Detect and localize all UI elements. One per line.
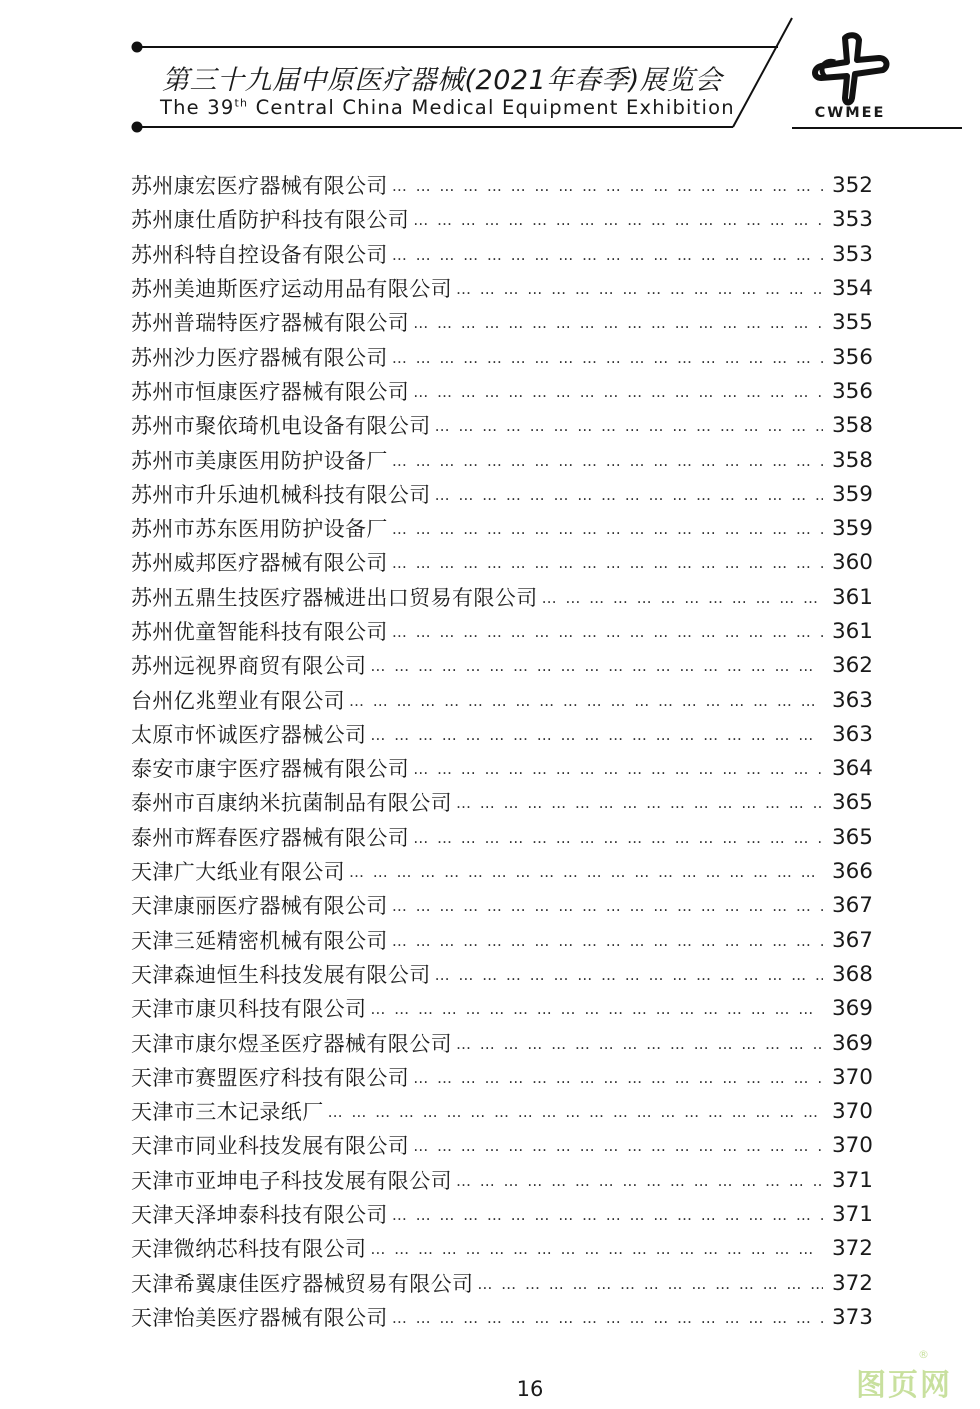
dot-leader [392, 1308, 823, 1328]
dot-leader [370, 999, 823, 1019]
company-name: 天津市同业科技发展有限公司 [131, 1134, 410, 1159]
toc-entry [131, 443, 873, 477]
page-ref: 367 [831, 927, 873, 953]
page-ref: 369 [831, 1030, 873, 1056]
dot-leader [392, 519, 823, 539]
toc-entry [131, 1095, 873, 1129]
dot-leader [456, 1034, 823, 1054]
company-name: 太原市怀诚医疗器械公司 [131, 722, 367, 747]
company-name: 苏州康宏医疗器械有限公司 [131, 174, 388, 199]
page-ref: 370 [831, 1133, 873, 1159]
toc-entry [131, 1164, 873, 1198]
company-name: 苏州市美康医用防护设备厂 [131, 448, 388, 473]
toc-entry [131, 512, 873, 546]
company-name: 泰州市辉春医疗器械有限公司 [131, 825, 410, 850]
page-ref: 358 [831, 447, 873, 473]
dot-leader [392, 553, 823, 573]
company-name: 天津微纳芯科技有限公司 [131, 1237, 367, 1262]
dot-leader [413, 382, 823, 402]
company-name: 天津市康尔煜圣医疗器械有限公司 [131, 1031, 452, 1056]
page-ref: 358 [831, 413, 873, 439]
dot-leader [370, 725, 823, 745]
dot-leader [392, 896, 823, 916]
page-ref: 367 [831, 893, 873, 919]
dot-leader [392, 348, 823, 368]
dot-leader [456, 793, 823, 813]
toc-entry [131, 169, 873, 203]
company-name: 苏州沙力医疗器械有限公司 [131, 345, 388, 370]
dot-leader [392, 1205, 823, 1225]
company-name: 天津森迪恒生科技发展有限公司 [131, 962, 431, 987]
dot-leader [392, 622, 823, 642]
page-ref: 354 [831, 276, 873, 302]
company-name: 苏州康仕盾防护科技有限公司 [131, 208, 410, 233]
dot-leader [413, 759, 823, 779]
toc-entry [131, 992, 873, 1026]
company-name: 苏州市聚依琦机电设备有限公司 [131, 414, 431, 439]
dot-leader [477, 1274, 823, 1294]
exhibition-title-en [160, 96, 735, 119]
company-name: 天津市赛盟医疗科技有限公司 [131, 1065, 410, 1090]
company-name: 苏州市苏东医用防护设备厂 [131, 517, 388, 542]
watermark [856, 1348, 966, 1403]
toc-entry [131, 821, 873, 855]
company-name: 天津天泽坤泰科技有限公司 [131, 1203, 388, 1228]
company-name: 苏州优童智能科技有限公司 [131, 620, 388, 644]
dot-leader [413, 1068, 823, 1088]
toc-entry [131, 306, 873, 340]
toc-entry [131, 340, 873, 374]
company-name: 天津广大纸业有限公司 [131, 860, 345, 885]
toc-entry [131, 546, 873, 580]
dot-leader [542, 588, 823, 608]
title-en-suffix: Central China Medical Equipment Exhibition [248, 96, 735, 119]
rule-slash [733, 18, 792, 127]
page-number: 16 [516, 1377, 544, 1401]
dot-leader [370, 656, 823, 676]
toc-entry [131, 1129, 873, 1163]
registered-mark: ® [918, 1348, 931, 1361]
page-ref: 370 [831, 1099, 873, 1125]
toc-entry [131, 683, 873, 717]
dot-leader [349, 691, 823, 711]
dot-leader [349, 862, 823, 882]
company-name: 苏州美迪斯医疗运动用品有限公司 [131, 277, 452, 302]
page-ref: 369 [831, 996, 873, 1022]
page-ref: 371 [831, 1202, 873, 1228]
dot-leader [392, 245, 823, 265]
dot-leader [328, 1102, 823, 1122]
page-ref: 372 [831, 1236, 873, 1262]
company-name: 天津市三木记录纸厂 [131, 1100, 324, 1125]
toc-entry [131, 718, 873, 752]
toc-entry [131, 958, 873, 992]
page-ref: 356 [831, 344, 873, 370]
company-name: 苏州市恒康医疗器械有限公司 [131, 379, 410, 404]
logo-wordmark: CWMEE [814, 105, 886, 121]
toc-entry [131, 478, 873, 512]
page-ref: 361 [831, 584, 873, 610]
company-name: 苏州市升乐迪机械科技有限公司 [131, 482, 431, 507]
page-ref: 373 [831, 1304, 873, 1330]
toc-entry [131, 889, 873, 923]
toc-entry [131, 615, 873, 649]
toc-entry [131, 1061, 873, 1095]
dot-leader [435, 416, 823, 436]
dot-leader [413, 1136, 823, 1156]
title-en-ordinal: th [234, 96, 249, 110]
toc-entry [131, 409, 873, 443]
page-header [0, 0, 980, 140]
page-ref: 362 [831, 653, 873, 679]
dot-leader [456, 279, 823, 299]
company-name: 天津康丽医疗器械有限公司 [131, 894, 388, 919]
company-name: 苏州五鼎生技医疗器械进出口贸易有限公司 [131, 585, 538, 610]
title-en-prefix: The 39 [160, 96, 235, 119]
page-ref: 363 [831, 721, 873, 747]
company-name: 泰安市康宇医疗器械有限公司 [131, 757, 410, 782]
watermark-text: 图页网 [856, 1368, 952, 1403]
dot-leader [392, 931, 823, 951]
page-ref: 361 [831, 619, 873, 644]
company-name: 苏州科特自控设备有限公司 [131, 242, 388, 267]
dot-leader [413, 313, 823, 333]
toc-entry [131, 855, 873, 889]
toc-entry [131, 238, 873, 272]
toc-entry [131, 272, 873, 306]
company-name: 泰州市百康纳米抗菌制品有限公司 [131, 791, 452, 816]
toc-entry [131, 375, 873, 409]
company-name: 天津市亚坤电子科技发展有限公司 [131, 1168, 452, 1193]
toc-entry [131, 786, 873, 820]
company-name: 苏州远视界商贸有限公司 [131, 654, 367, 679]
page-ref: 366 [831, 859, 873, 885]
dot-leader [413, 828, 823, 848]
dot-leader [392, 451, 823, 471]
page-ref: 364 [831, 756, 873, 782]
page-ref: 368 [831, 961, 873, 987]
company-name: 天津市康贝科技有限公司 [131, 997, 367, 1022]
dot-leader [370, 1239, 823, 1259]
toc-entry [131, 1301, 873, 1335]
page-ref: 365 [831, 790, 873, 816]
table-of-contents [131, 169, 873, 1335]
toc-entry [131, 1267, 873, 1301]
dot-leader [435, 485, 823, 505]
toc-entry [131, 1026, 873, 1060]
toc-entry [131, 924, 873, 958]
toc-entry [131, 649, 873, 683]
company-name: 苏州威邦医疗器械有限公司 [131, 551, 388, 576]
page-ref: 355 [831, 310, 873, 336]
dot-leader [413, 210, 823, 230]
page-ref: 353 [831, 207, 873, 233]
toc-entry [131, 1232, 873, 1266]
page-ref: 360 [831, 550, 873, 576]
exhibition-title-cn: 第三十九届中原医疗器械(2021年春季)展览会 [162, 65, 723, 96]
page-ref: 359 [831, 516, 873, 542]
toc-entry [131, 581, 873, 615]
page-ref: 356 [831, 378, 873, 404]
toc-entry [131, 203, 873, 237]
company-name: 苏州普瑞特医疗器械有限公司 [131, 311, 410, 336]
company-name: 天津怡美医疗器械有限公司 [131, 1305, 388, 1330]
company-name: 天津希翼康佳医疗器械贸易有限公司 [131, 1271, 474, 1296]
company-name: 台州亿兆塑业有限公司 [131, 688, 345, 713]
page-ref: 371 [831, 1167, 873, 1193]
dot-leader [456, 1171, 823, 1191]
toc-entry [131, 1198, 873, 1232]
dot-leader [392, 176, 823, 196]
toc-entry [131, 752, 873, 786]
page-ref: 353 [831, 241, 873, 267]
dot-leader [435, 965, 823, 985]
page-ref: 372 [831, 1270, 873, 1296]
page-ref: 365 [831, 824, 873, 850]
page-ref: 359 [831, 481, 873, 507]
company-name: 天津三延精密机械有限公司 [131, 928, 388, 953]
page-ref: 363 [831, 687, 873, 713]
page-ref: 352 [831, 173, 873, 199]
page-ref: 370 [831, 1064, 873, 1090]
